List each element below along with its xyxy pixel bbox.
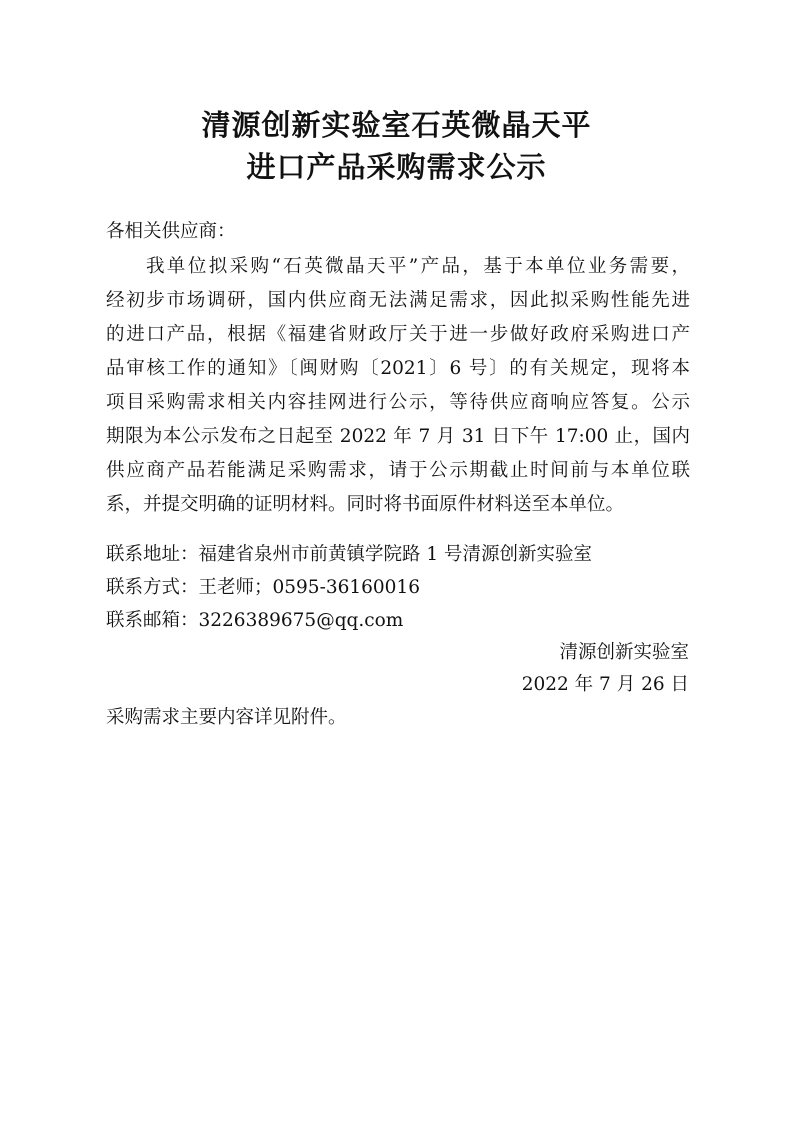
document-title-line-2: 进口产品采购需求公示 — [246, 150, 547, 184]
body-line-5: 项目采购需求相关内容挂网进行公示，等待供应商响应答复。公示 — [106, 392, 690, 413]
body-line-4: 品审核工作的通知》〔闽财购〔2021〕6 号〕的有关规定，现将本 — [106, 358, 690, 379]
footer-note: 采购需求主要内容详见附件。 — [106, 707, 347, 728]
body-line-2: 经初步市场调研，国内供应商无法满足需求，因此拟采购性能先进 — [106, 290, 690, 311]
contact-phone: 联系方式：王老师；0595-36160016 — [106, 577, 420, 598]
body-line-7: 供应商产品若能满足采购需求，请于公示期截止时间前与本单位联 — [106, 460, 690, 481]
body-line-3: 的进口产品，根据《福建省财政厅关于进一步做好政府采购进口产 — [106, 324, 690, 345]
document-title-line-1: 清源创新实验室石英微晶天平 — [201, 108, 592, 142]
body-line-8: 系，并提交明确的证明材料。同时将书面原件材料送至本单位。 — [106, 494, 625, 515]
contact-email: 联系邮箱：3226389675@qq.com — [106, 610, 404, 631]
signature-date: 2022 年 7 月 26 日 — [521, 674, 689, 695]
signature-org: 清源创新实验室 — [559, 642, 689, 663]
salutation: 各相关供应商： — [106, 221, 236, 242]
body-line-6: 期限为本公示发布之日起至 2022 年 7 月 31 日下午 17:00 止，国内 — [106, 426, 690, 447]
body-line-1: 我单位拟采购“石英微晶天平”产品，基于本单位业务需要， — [146, 256, 690, 277]
contact-address: 联系地址：福建省泉州市前黄镇学院路 1 号清源创新实验室 — [106, 544, 593, 565]
